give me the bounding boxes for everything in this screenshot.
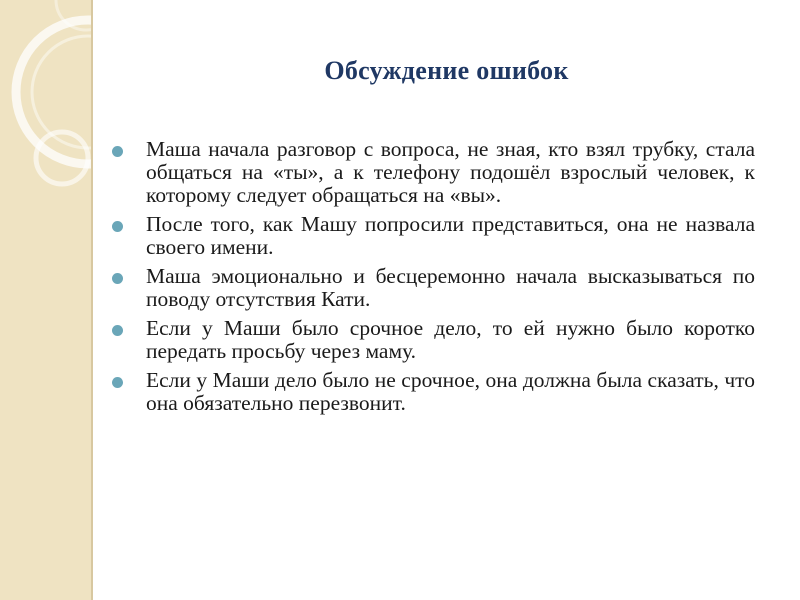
bullet-dot-icon <box>112 325 123 336</box>
bullet-item <box>107 213 755 259</box>
bullet-text: Маша эмоционально и бесцеремонно начала высказываться по поводу отсутствия Кати. <box>146 264 755 311</box>
bullet-text: Если у Маши дело было не срочное, она должна была сказать, что она обязательно перезвонит. <box>146 368 755 415</box>
bullet-item <box>107 138 755 207</box>
decorative-circles <box>0 0 91 600</box>
bullet-dot-icon <box>112 273 123 284</box>
bullet-text: Маша начала разговор с вопроса, не зная, кто взял трубку, стала общаться на «ты», а к телефону подошёл взрослый человек, к которому следует обращаться на «вы». <box>146 137 755 207</box>
bullet-text: Если у Маши было срочное дело, то ей нужно было коротко передать просьбу через маму. <box>146 316 755 363</box>
bullet-text: После того, как Машу попросили представиться, она не назвала своего имени. <box>146 212 755 259</box>
slide-title: Обсуждение ошибок <box>324 56 569 85</box>
bullet-dot-icon <box>112 377 123 388</box>
decorative-side-panel <box>0 0 91 600</box>
bullet-item <box>107 369 755 415</box>
bullet-dot-icon <box>112 146 123 157</box>
side-divider <box>91 0 93 600</box>
bullet-item <box>107 265 755 311</box>
bullet-list <box>107 138 755 421</box>
bullet-item <box>107 317 755 363</box>
bullet-dot-icon <box>112 221 123 232</box>
